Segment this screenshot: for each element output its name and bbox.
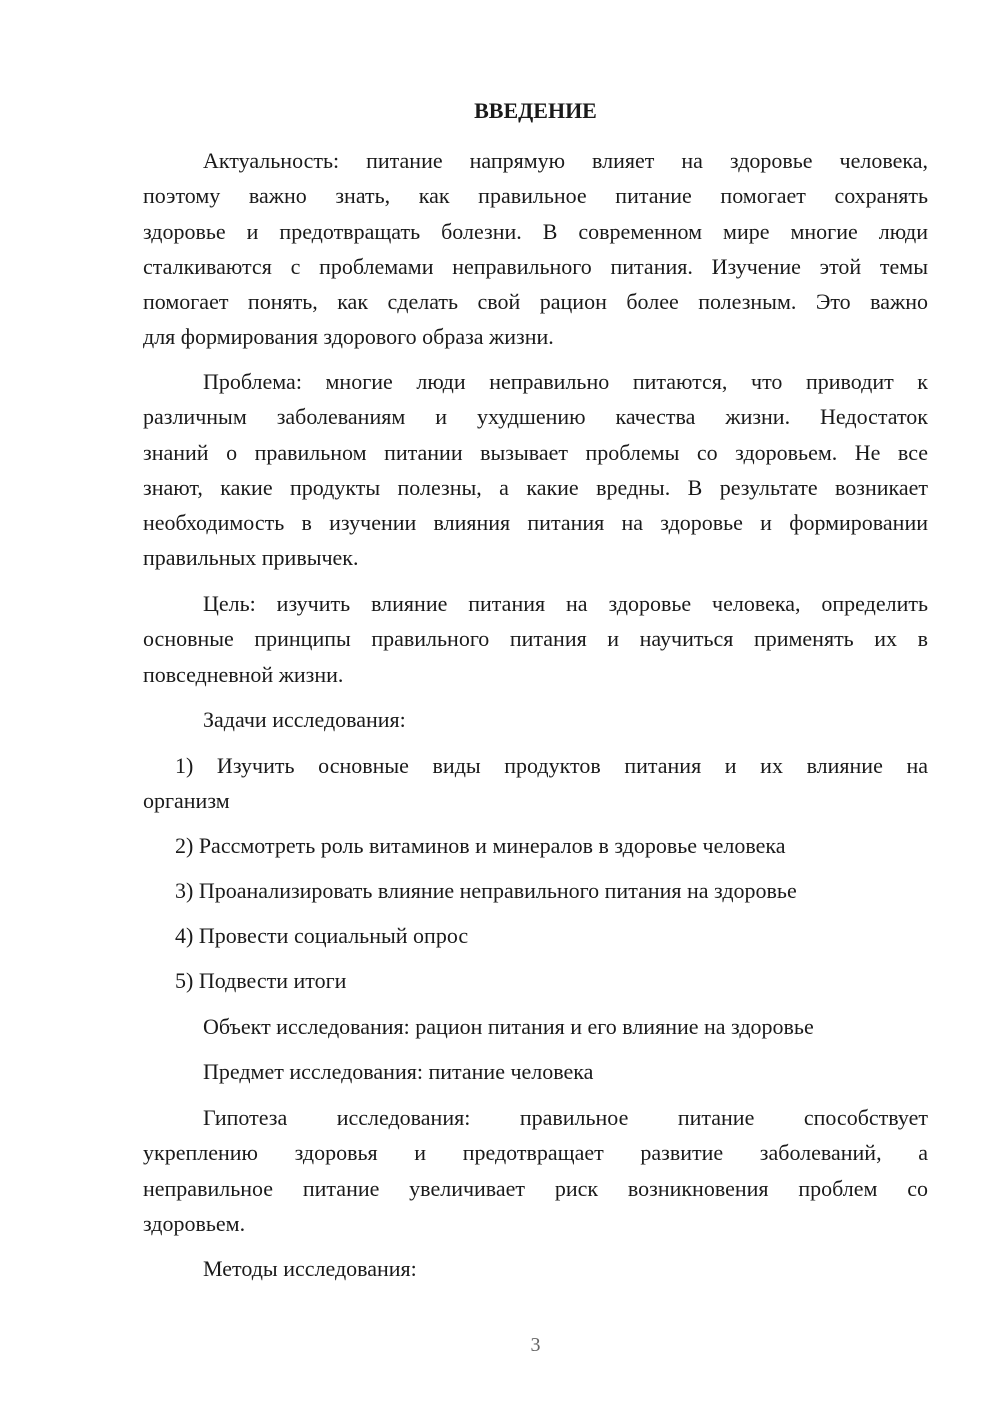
text-line: повседневной жизни. xyxy=(143,661,344,687)
text-line: различным заболеваниям и ухудшению качества жизни. Недостаток xyxy=(143,404,928,430)
text-line: укреплению здоровья и предотвращает развитие заболеваний, а xyxy=(143,1140,928,1166)
hypothesis-paragraph xyxy=(143,1100,928,1241)
text-line: здоровьем. xyxy=(143,1210,246,1236)
text-line: Методы исследования: xyxy=(203,1256,417,1281)
text-line: Задачи исследования: xyxy=(203,707,406,732)
document-page xyxy=(143,0,928,1414)
text-line: Объект исследования: рацион питания и его влияние на здоровье xyxy=(203,1014,814,1039)
text-line: сталкиваются с проблемами неправильного питания. Изучение этой темы xyxy=(143,253,928,279)
tasks-heading xyxy=(143,702,928,737)
methods-heading xyxy=(143,1251,928,1286)
text-line: организм xyxy=(143,788,230,814)
text-line: Предмет исследования: питание человека xyxy=(203,1059,594,1084)
text-line: 5) Подвести итоги xyxy=(175,968,347,993)
text-line: 1) Изучить основные виды продуктов питания и их влияние на xyxy=(175,753,928,778)
text-line: поэтому важно знать, как правильное питание помогает сохранять xyxy=(143,183,928,209)
goal-paragraph xyxy=(143,586,928,692)
task-item-1 xyxy=(143,748,928,819)
text-line: необходимость в изучении влияния питания на здоровье и формировании xyxy=(143,510,928,536)
text-line: для формирования здорового образа жизни. xyxy=(143,324,554,350)
problem-paragraph xyxy=(143,364,928,576)
text-line: основные принципы правильного питания и научиться применять их в xyxy=(143,626,928,652)
text-line: знаний о правильном питании вызывает проблемы со здоровьем. Не все xyxy=(143,439,928,465)
task-item-4 xyxy=(143,918,928,953)
text-line: правильных привычек. xyxy=(143,545,359,571)
research-object xyxy=(143,1009,928,1044)
task-item-5 xyxy=(143,963,928,998)
text-line: здоровье и предотвращать болезни. В современном мире многие люди xyxy=(143,218,928,244)
text-line: Гипотеза исследования: правильное питание способствует xyxy=(203,1105,928,1130)
text-line: Актуальность: питание напрямую влияет на здоровье человека, xyxy=(203,148,928,173)
text-line: знают, какие продукты полезны, а какие вредны. В результате возникает xyxy=(143,474,928,500)
text-line: 2) Рассмотреть роль витаминов и минералов в здоровье человека xyxy=(175,833,786,858)
task-item-2 xyxy=(143,828,928,863)
task-item-3 xyxy=(143,873,928,908)
research-subject xyxy=(143,1054,928,1089)
page-number: 3 xyxy=(530,1334,541,1356)
text-line: 3) Проанализировать влияние неправильного питания на здоровье xyxy=(175,878,797,903)
relevance-paragraph xyxy=(143,143,928,355)
text-line: 4) Провести социальный опрос xyxy=(175,923,469,948)
text-line: неправильное питание увеличивает риск возникновения проблем со xyxy=(143,1175,928,1201)
text-line: Цель: изучить влияние питания на здоровье человека, определить xyxy=(203,591,928,616)
section-title: ВВЕДЕНИЕ xyxy=(474,98,597,123)
text-line: помогает понять, как сделать свой рацион более полезным. Это важно xyxy=(143,289,928,315)
text-line: Проблема: многие люди неправильно питаются, что приводит к xyxy=(203,369,928,394)
